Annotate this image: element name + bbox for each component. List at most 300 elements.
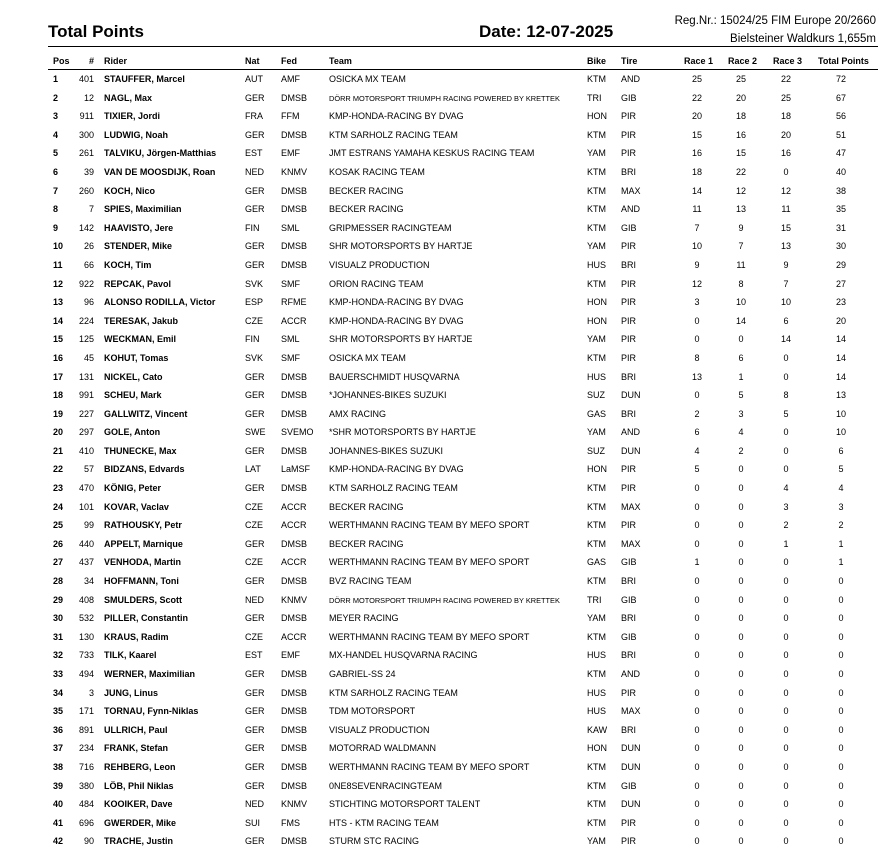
race3-points: 18 xyxy=(780,111,791,122)
team-name: HTS - KTM RACING TEAM xyxy=(329,817,439,828)
position: 36 xyxy=(53,724,64,735)
total-points: 30 xyxy=(835,241,846,252)
race3-points: 0 xyxy=(783,445,789,456)
tire-brand: GIB xyxy=(621,557,637,568)
race1-points: 0 xyxy=(694,724,700,735)
tire-brand: MAX xyxy=(621,501,641,512)
race2-points: 12 xyxy=(735,185,746,196)
team-name: JMT ESTRANS YAMAHA KESKUS RACING TEAM xyxy=(329,148,535,159)
tire-brand: MAX xyxy=(621,706,641,717)
race2-points: 13 xyxy=(735,204,746,215)
team-name: WERTHMANN RACING TEAM BY MEFO SPORT xyxy=(329,557,530,568)
rider-number: 261 xyxy=(78,148,94,159)
registration-number: Reg.Nr.: 15024/25 FIM Europe 20/2660 xyxy=(674,15,876,27)
table-row xyxy=(0,370,880,389)
table-row xyxy=(0,555,880,574)
race3-points: 22 xyxy=(780,74,791,84)
race2-points: 0 xyxy=(738,780,744,791)
position: 32 xyxy=(53,650,64,661)
bike-brand: KTM xyxy=(587,799,606,810)
position: 2 xyxy=(53,92,59,103)
total-points: 0 xyxy=(838,799,844,810)
col-team: Team xyxy=(329,56,352,66)
rider-number: 57 xyxy=(83,464,94,475)
federation: DMSB xyxy=(281,836,308,847)
table-row xyxy=(0,165,880,184)
race1-points: 13 xyxy=(691,371,702,382)
race2-points: 25 xyxy=(735,74,746,84)
race3-points: 0 xyxy=(783,631,789,642)
team-name: *JOHANNES-BIKES SUZUKI xyxy=(329,390,447,401)
race1-points: 0 xyxy=(694,390,700,401)
position: 27 xyxy=(53,557,64,568)
race1-points: 0 xyxy=(694,576,700,587)
race1-points: 20 xyxy=(691,111,702,122)
race3-points: 15 xyxy=(780,222,791,233)
rider-name: GOLE, Anton xyxy=(104,427,161,438)
rider-number: 470 xyxy=(78,483,94,494)
total-points: 13 xyxy=(835,390,846,401)
race1-points: 3 xyxy=(694,297,700,308)
total-points: 4 xyxy=(838,483,844,494)
rider-number: 380 xyxy=(78,780,94,791)
team-name: SHR MOTORSPORTS BY HARTJE xyxy=(329,334,473,345)
table-row xyxy=(0,146,880,165)
nationality: GER xyxy=(245,241,265,252)
federation: FFM xyxy=(281,111,300,122)
table-row xyxy=(0,277,880,296)
bike-brand: KTM xyxy=(587,352,606,363)
race3-points: 25 xyxy=(780,92,791,103)
race1-points: 0 xyxy=(694,761,700,772)
race1-points: 6 xyxy=(694,427,700,438)
table-row xyxy=(0,239,880,258)
federation: DMSB xyxy=(281,259,308,270)
rider-name: REPCAK, Pavol xyxy=(104,278,172,289)
team-name: BECKER RACING xyxy=(329,204,404,215)
federation: SMF xyxy=(281,278,300,289)
race3-points: 0 xyxy=(783,576,789,587)
table-row xyxy=(0,332,880,351)
race3-points: 4 xyxy=(783,483,789,494)
rider-name: LUDWIG, Noah xyxy=(104,129,168,140)
bike-brand: KTM xyxy=(587,185,606,196)
rider-name: SCHEU, Mark xyxy=(104,390,162,401)
bike-brand: HUS xyxy=(587,650,607,661)
race2-points: 0 xyxy=(738,538,744,549)
rider-name: TORNAU, Fynn-Niklas xyxy=(104,706,199,717)
tire-brand: PIR xyxy=(621,297,637,308)
race2-points: 15 xyxy=(735,148,746,159)
race3-points: 6 xyxy=(783,315,789,326)
rider-name: STENDER, Mike xyxy=(104,241,173,252)
total-points: 0 xyxy=(838,687,844,698)
bike-brand: KTM xyxy=(587,669,606,679)
table-row xyxy=(0,221,880,240)
race3-points: 0 xyxy=(783,799,789,810)
tire-brand: PIR xyxy=(621,817,637,828)
nationality: SWE xyxy=(245,427,266,438)
total-points: 23 xyxy=(835,297,846,308)
table-row xyxy=(0,128,880,147)
position: 41 xyxy=(53,817,64,828)
table-row xyxy=(0,741,880,760)
race3-points: 0 xyxy=(783,352,789,363)
col-number: # xyxy=(88,56,94,66)
race3-points: 0 xyxy=(783,706,789,717)
team-name: KTM SARHOLZ RACING TEAM xyxy=(329,129,458,140)
race2-points: 8 xyxy=(738,278,744,289)
total-points: 2 xyxy=(838,520,844,531)
table-row xyxy=(0,351,880,370)
team-name: BAUERSCHMIDT HUSQVARNA xyxy=(329,371,460,382)
race2-points: 0 xyxy=(738,669,744,679)
race3-points: 0 xyxy=(783,427,789,438)
rider-number: 716 xyxy=(78,761,94,772)
total-points: 0 xyxy=(838,631,844,642)
nationality: GER xyxy=(245,408,265,419)
race2-points: 0 xyxy=(738,724,744,735)
bike-brand: TRI xyxy=(587,92,602,103)
table-row xyxy=(0,425,880,444)
tire-brand: GIB xyxy=(621,594,637,605)
tire-brand: GIB xyxy=(621,92,637,103)
team-name: ORION RACING TEAM xyxy=(329,278,424,289)
rider-name: THUNECKE, Max xyxy=(104,445,177,456)
race3-points: 14 xyxy=(780,334,791,345)
race2-points: 0 xyxy=(738,650,744,661)
race3-points: 7 xyxy=(783,278,789,289)
rider-name: KOOIKER, Dave xyxy=(104,799,173,810)
rider-number: 696 xyxy=(78,817,94,828)
team-name: KTM SARHOLZ RACING TEAM xyxy=(329,687,458,698)
nationality: GER xyxy=(245,259,265,270)
tire-brand: BRI xyxy=(621,576,637,587)
total-points: 47 xyxy=(835,148,846,159)
federation: SML xyxy=(281,222,300,233)
nationality: EST xyxy=(245,650,263,661)
race2-points: 16 xyxy=(735,129,746,140)
tire-brand: PIR xyxy=(621,687,637,698)
position: 22 xyxy=(53,464,64,475)
table-row xyxy=(0,574,880,593)
federation: RFME xyxy=(281,297,307,308)
race3-points: 0 xyxy=(783,836,789,847)
table-row xyxy=(0,686,880,705)
total-points: 6 xyxy=(838,445,844,456)
rider-number: 437 xyxy=(78,557,94,568)
team-name: WERTHMANN RACING TEAM BY MEFO SPORT xyxy=(329,520,530,531)
race2-points: 20 xyxy=(735,92,746,103)
race1-points: 0 xyxy=(694,669,700,679)
federation: DMSB xyxy=(281,761,308,772)
race1-points: 12 xyxy=(691,278,702,289)
race3-points: 9 xyxy=(783,259,789,270)
tire-brand: PIR xyxy=(621,111,637,122)
rider-number: 39 xyxy=(83,166,94,177)
header-bottom-rule xyxy=(48,69,878,70)
rider-number: 45 xyxy=(83,352,94,363)
race1-points: 0 xyxy=(694,613,700,624)
nationality: GER xyxy=(245,445,265,456)
race1-points: 16 xyxy=(691,148,702,159)
team-name: TDM MOTORSPORT xyxy=(329,706,416,717)
rider-name: REHBERG, Leon xyxy=(104,761,176,772)
race1-points: 0 xyxy=(694,631,700,642)
nationality: GER xyxy=(245,761,265,772)
total-points: 0 xyxy=(838,613,844,624)
table-row xyxy=(0,444,880,463)
col-fed: Fed xyxy=(281,56,298,66)
race3-points: 0 xyxy=(783,613,789,624)
rider-number: 34 xyxy=(83,576,94,587)
race2-points: 2 xyxy=(738,445,744,456)
race1-points: 0 xyxy=(694,315,700,326)
table-row xyxy=(0,518,880,537)
total-points: 20 xyxy=(835,315,846,326)
race1-points: 0 xyxy=(694,780,700,791)
race1-points: 15 xyxy=(691,129,702,140)
total-points: 0 xyxy=(838,724,844,735)
rider-number: 300 xyxy=(78,129,94,140)
race2-points: 4 xyxy=(738,427,744,438)
race1-points: 0 xyxy=(694,650,700,661)
team-name: STICHTING MOTORSPORT TALENT xyxy=(329,799,481,810)
nationality: FIN xyxy=(245,334,260,345)
total-points: 0 xyxy=(838,817,844,828)
federation: EMF xyxy=(281,650,300,661)
tire-brand: DUN xyxy=(621,390,641,401)
position: 38 xyxy=(53,761,64,772)
nationality: GER xyxy=(245,669,265,679)
race1-points: 0 xyxy=(694,594,700,605)
rider-number: 234 xyxy=(78,743,94,754)
venue-name: Bielsteiner Waldkurs 1,655m xyxy=(730,33,876,45)
position: 9 xyxy=(53,222,59,233)
tire-brand: PIR xyxy=(621,836,637,847)
nationality: EST xyxy=(245,148,263,159)
nationality: SVK xyxy=(245,278,264,289)
rider-name: SMULDERS, Scott xyxy=(104,594,183,605)
total-points: 14 xyxy=(835,334,846,345)
nationality: GER xyxy=(245,613,265,624)
federation: DMSB xyxy=(281,743,308,754)
team-name: WERTHMANN RACING TEAM BY MEFO SPORT xyxy=(329,761,530,772)
federation: ACCR xyxy=(281,520,307,531)
federation: DMSB xyxy=(281,129,308,140)
federation: DMSB xyxy=(281,780,308,791)
race3-points: 13 xyxy=(780,241,791,252)
bike-brand: KTM xyxy=(587,222,606,233)
tire-brand: BRI xyxy=(621,259,637,270)
rider-name: VAN DE MOOSDIJK, Roan xyxy=(104,166,216,177)
race3-points: 0 xyxy=(783,817,789,828)
race2-points: 0 xyxy=(738,761,744,772)
rider-name: KOHUT, Tomas xyxy=(104,352,169,363)
total-points: 0 xyxy=(838,706,844,717)
rider-number: 494 xyxy=(78,669,94,679)
total-points: 1 xyxy=(838,557,844,568)
rider-name: HAAVISTO, Jere xyxy=(104,222,174,233)
federation: DMSB xyxy=(281,538,308,549)
tire-brand: PIR xyxy=(621,483,637,494)
federation: DMSB xyxy=(281,445,308,456)
nationality: AUT xyxy=(245,74,263,84)
nationality: GER xyxy=(245,836,265,847)
table-row xyxy=(0,834,880,853)
federation: DMSB xyxy=(281,92,308,103)
nationality: GER xyxy=(245,185,265,196)
nationality: GER xyxy=(245,390,265,401)
table-row xyxy=(0,723,880,742)
position: 15 xyxy=(53,334,64,345)
team-name: GRIPMESSER RACINGTEAM xyxy=(329,222,452,233)
team-name: JOHANNES-BIKES SUZUKI xyxy=(329,445,444,456)
rider-number: 401 xyxy=(78,74,94,84)
race3-points: 16 xyxy=(780,148,791,159)
table-row xyxy=(0,462,880,481)
total-points: 3 xyxy=(838,501,844,512)
table-row xyxy=(0,109,880,128)
race2-points: 6 xyxy=(738,352,744,363)
race2-points: 1 xyxy=(738,371,744,382)
federation: KNMV xyxy=(281,166,308,177)
rider-name: APPELT, Marnique xyxy=(104,538,183,549)
tire-brand: PIR xyxy=(621,315,637,326)
tire-brand: PIR xyxy=(621,352,637,363)
rider-number: 410 xyxy=(78,445,94,456)
federation: DMSB xyxy=(281,371,308,382)
race3-points: 0 xyxy=(783,780,789,791)
race3-points: 0 xyxy=(783,724,789,735)
rider-number: 130 xyxy=(78,631,94,642)
race2-points: 0 xyxy=(738,743,744,754)
table-row xyxy=(0,72,880,91)
federation: ACCR xyxy=(281,315,307,326)
bike-brand: SUZ xyxy=(587,390,605,401)
total-points: 40 xyxy=(835,166,846,177)
rider-name: GALLWITZ, Vincent xyxy=(104,408,188,419)
rider-number: 922 xyxy=(78,278,94,289)
nationality: NED xyxy=(245,166,265,177)
race3-points: 0 xyxy=(783,464,789,475)
bike-brand: KAW xyxy=(587,724,608,735)
rider-name: TALVIKU, Jörgen-Matthias xyxy=(104,148,217,159)
federation: FMS xyxy=(281,817,300,828)
tire-brand: PIR xyxy=(621,278,637,289)
bike-brand: KTM xyxy=(587,129,606,140)
race1-points: 0 xyxy=(694,836,700,847)
race3-points: 3 xyxy=(783,501,789,512)
rider-name: NAGL, Max xyxy=(104,92,153,103)
table-row xyxy=(0,704,880,723)
race2-points: 22 xyxy=(735,166,746,177)
tire-brand: GIB xyxy=(621,631,637,642)
rider-number: 227 xyxy=(78,408,94,419)
tire-brand: PIR xyxy=(621,520,637,531)
race3-points: 5 xyxy=(783,408,789,419)
tire-brand: PIR xyxy=(621,148,637,159)
total-points: 56 xyxy=(835,111,846,122)
team-name: GABRIEL-SS 24 xyxy=(329,669,396,679)
race3-points: 10 xyxy=(780,297,791,308)
bike-brand: HUS xyxy=(587,259,607,270)
rider-name: NICKEL, Cato xyxy=(104,371,163,382)
col-bike: Bike xyxy=(587,56,607,66)
position: 1 xyxy=(53,74,59,84)
team-name: KOSAK RACING TEAM xyxy=(329,166,425,177)
position: 20 xyxy=(53,427,64,438)
total-points: 14 xyxy=(835,371,846,382)
rider-name: KRAUS, Radim xyxy=(104,631,169,642)
total-points: 0 xyxy=(838,594,844,605)
bike-brand: YAM xyxy=(587,148,606,159)
bike-brand: TRI xyxy=(587,594,602,605)
total-points: 35 xyxy=(835,204,846,215)
race2-points: 0 xyxy=(738,687,744,698)
federation: DMSB xyxy=(281,724,308,735)
bike-brand: HON xyxy=(587,297,607,308)
table-row xyxy=(0,779,880,798)
bike-brand: HUS xyxy=(587,371,607,382)
race3-points: 2 xyxy=(783,520,789,531)
team-name: SHR MOTORSPORTS BY HARTJE xyxy=(329,241,473,252)
tire-brand: MAX xyxy=(621,185,641,196)
tire-brand: AND xyxy=(621,669,641,679)
bike-brand: KTM xyxy=(587,538,606,549)
nationality: CZE xyxy=(245,557,263,568)
nationality: GER xyxy=(245,204,265,215)
race2-points: 7 xyxy=(738,241,744,252)
position: 34 xyxy=(53,687,64,698)
rider-number: 99 xyxy=(83,520,94,531)
col-rider: Rider xyxy=(104,56,128,66)
race3-points: 0 xyxy=(783,687,789,698)
position: 25 xyxy=(53,520,64,531)
position: 17 xyxy=(53,371,64,382)
race1-points: 7 xyxy=(694,222,700,233)
table-row xyxy=(0,760,880,779)
race2-points: 18 xyxy=(735,111,746,122)
team-name: VISUALZ PRODUCTION xyxy=(329,259,430,270)
nationality: GER xyxy=(245,576,265,587)
nationality: GER xyxy=(245,724,265,735)
bike-brand: KTM xyxy=(587,520,606,531)
race1-points: 0 xyxy=(694,799,700,810)
tire-brand: DUN xyxy=(621,743,641,754)
federation: ACCR xyxy=(281,557,307,568)
position: 11 xyxy=(53,259,63,270)
table-row xyxy=(0,295,880,314)
race2-points: 0 xyxy=(738,631,744,642)
table-row xyxy=(0,816,880,835)
position: 14 xyxy=(53,315,64,326)
tire-brand: DUN xyxy=(621,761,641,772)
bike-brand: YAM xyxy=(587,427,606,438)
position: 30 xyxy=(53,613,64,624)
rider-name: TILK, Kaarel xyxy=(104,650,157,661)
team-name: MEYER RACING xyxy=(329,613,399,624)
total-points: 14 xyxy=(835,352,846,363)
nationality: GER xyxy=(245,706,265,717)
position: 33 xyxy=(53,669,64,679)
table-row xyxy=(0,537,880,556)
federation: DMSB xyxy=(281,576,308,587)
race3-points: 12 xyxy=(780,185,791,196)
federation: DMSB xyxy=(281,241,308,252)
race3-points: 0 xyxy=(783,650,789,661)
total-points: 38 xyxy=(835,185,846,196)
